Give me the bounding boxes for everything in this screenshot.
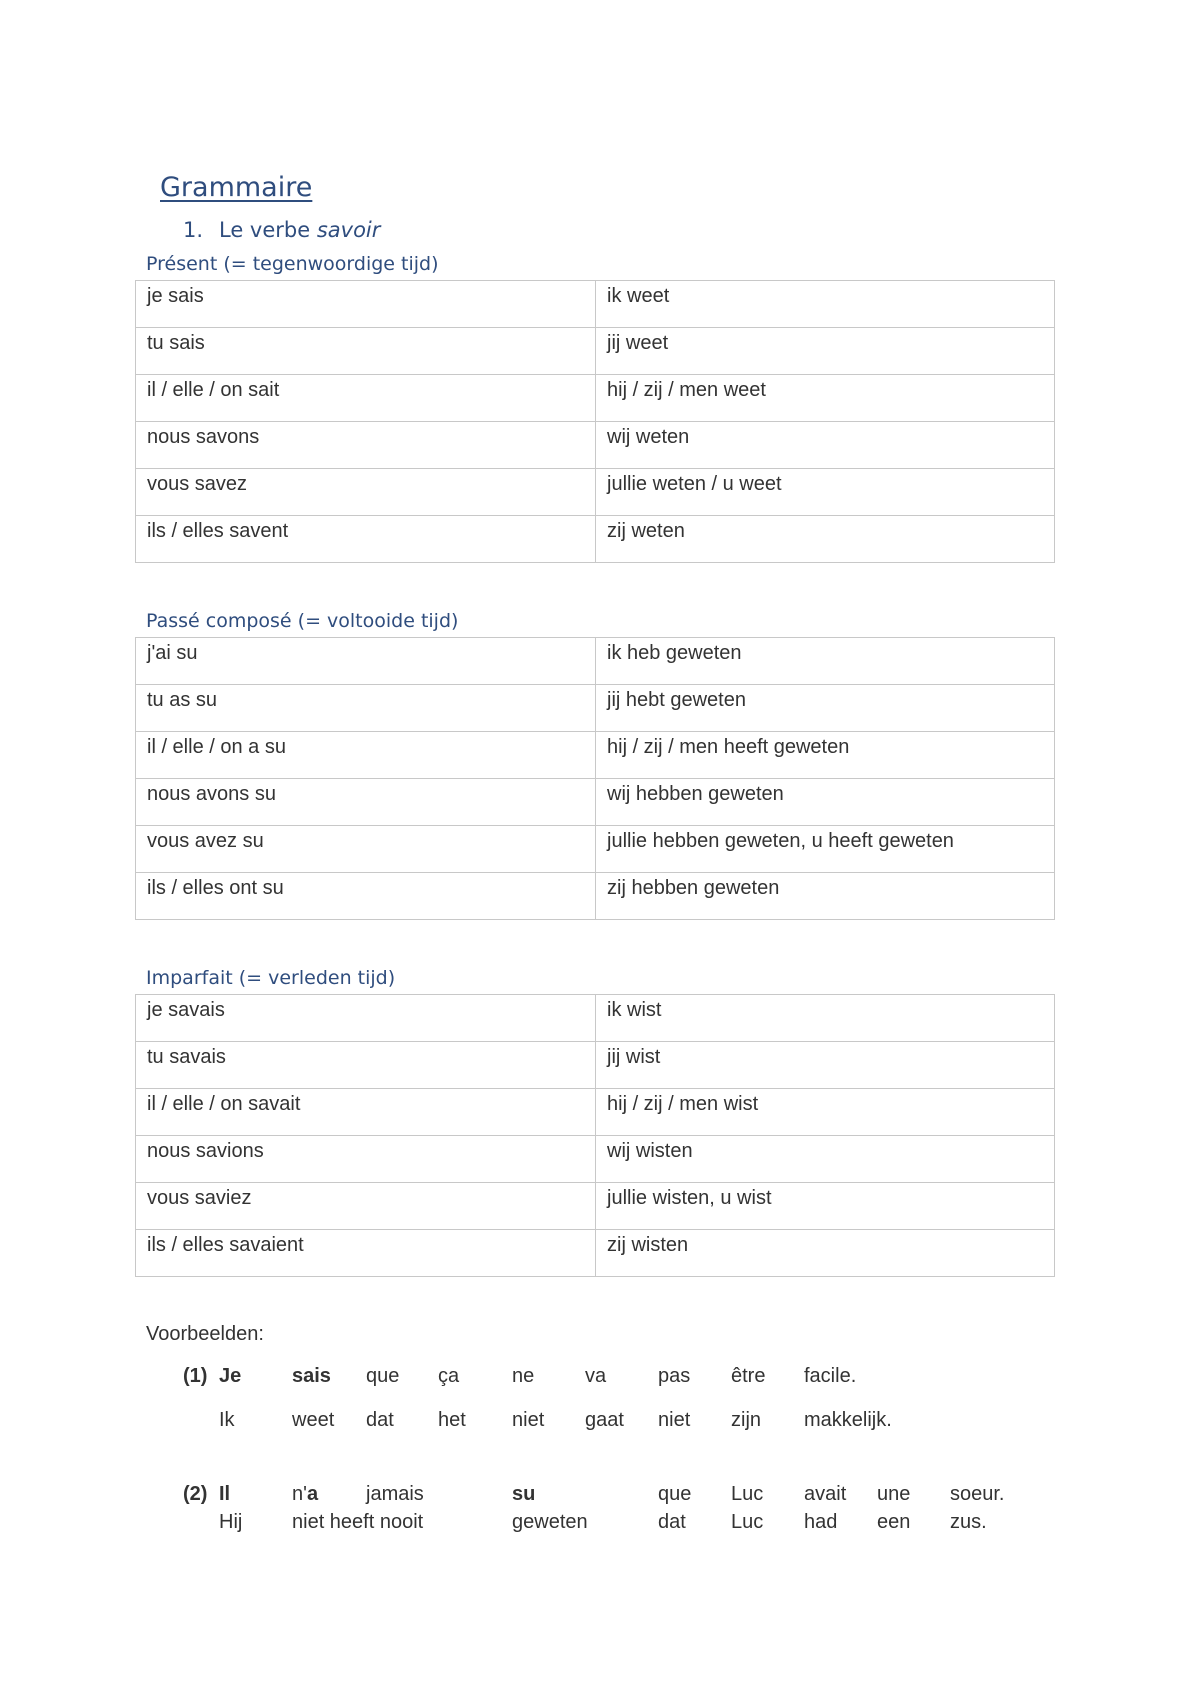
- table-row: [136, 328, 1055, 375]
- dutch-word: gaat: [585, 1409, 624, 1431]
- french-cell: tu as su: [136, 685, 596, 732]
- dutch-word: het: [438, 1409, 466, 1431]
- example-marker: (2): [183, 1483, 208, 1505]
- dutch-cell: ik weet: [596, 281, 1055, 328]
- table-row: [136, 375, 1055, 422]
- french-cell: il / elle / on savait: [136, 1089, 596, 1136]
- dutch-cell: ik heb geweten: [596, 638, 1055, 685]
- conjugation-table-passe-compose: [135, 637, 1055, 920]
- table-row: [136, 1042, 1055, 1089]
- french-cell: ils / elles savent: [136, 516, 596, 563]
- heading-verb-emphasis: savoir: [316, 218, 381, 242]
- dutch-word: niet: [512, 1409, 545, 1431]
- french-cell: j'ai su: [136, 638, 596, 685]
- dutch-cell: jij hebt geweten: [596, 685, 1055, 732]
- dutch-cell: jij weet: [596, 328, 1055, 375]
- dutch-word: zijn: [731, 1409, 762, 1431]
- table-row: [136, 1089, 1055, 1136]
- french-cell: vous savez: [136, 469, 596, 516]
- dutch-cell: wij wisten: [596, 1136, 1055, 1183]
- french-cell: je sais: [136, 281, 596, 328]
- french-cell: tu savais: [136, 1042, 596, 1089]
- table-row: [136, 1230, 1055, 1277]
- dutch-cell: hij / zij / men heeft geweten: [596, 732, 1055, 779]
- french-word-highlight: su: [512, 1483, 536, 1505]
- conjugation-table-imparfait: [135, 994, 1055, 1277]
- french-cell: ils / elles ont su: [136, 873, 596, 920]
- french-word: Luc: [731, 1483, 764, 1505]
- dutch-cell: jullie wisten, u wist: [596, 1183, 1055, 1230]
- french-word-highlight: a: [306, 1483, 319, 1505]
- dutch-word: weet: [292, 1409, 335, 1431]
- french-cell: vous saviez: [136, 1183, 596, 1230]
- dutch-word: Hij: [219, 1511, 243, 1533]
- dutch-cell: ik wist: [596, 995, 1055, 1042]
- french-word: Je: [219, 1365, 242, 1387]
- section-heading-verb: [183, 218, 380, 242]
- dutch-cell: jullie hebben geweten, u heeft geweten: [596, 826, 1055, 873]
- page-title-text: Grammaire: [160, 172, 313, 203]
- example-marker: (1): [183, 1365, 208, 1387]
- dutch-cell: hij / zij / men weet: [596, 375, 1055, 422]
- table-row: [136, 516, 1055, 563]
- dutch-cell: wij hebben geweten: [596, 779, 1055, 826]
- french-word: va: [585, 1365, 607, 1387]
- french-cell: je savais: [136, 995, 596, 1042]
- tense-label-imparfait: Imparfait (= verleden tijd): [146, 967, 396, 989]
- dutch-word: dat: [366, 1409, 394, 1431]
- dutch-word: een: [877, 1511, 911, 1533]
- table-row: [136, 779, 1055, 826]
- dutch-word: Luc: [731, 1511, 764, 1533]
- table-row: [136, 826, 1055, 873]
- table-row: [136, 873, 1055, 920]
- dutch-word: makkelijk.: [804, 1409, 892, 1431]
- french-cell: ils / elles savaient: [136, 1230, 596, 1277]
- table-row: [136, 638, 1055, 685]
- dutch-cell: wij weten: [596, 422, 1055, 469]
- dutch-cell: zij hebben geweten: [596, 873, 1055, 920]
- dutch-cell: jullie weten / u weet: [596, 469, 1055, 516]
- examples-label: Voorbeelden:: [146, 1323, 264, 1345]
- table-row: [136, 422, 1055, 469]
- dutch-cell: zij weten: [596, 516, 1055, 563]
- dutch-word: dat: [658, 1511, 686, 1533]
- french-word: soeur.: [950, 1483, 1005, 1505]
- dutch-word: zus.: [950, 1511, 987, 1533]
- table-row: [136, 469, 1055, 516]
- french-word: être: [731, 1365, 766, 1387]
- dutch-word: niet heeft nooit: [292, 1511, 424, 1533]
- french-cell: nous savions: [136, 1136, 596, 1183]
- dutch-cell: hij / zij / men wist: [596, 1089, 1055, 1136]
- tense-label-present: Présent (= tegenwoordige tijd): [146, 253, 439, 275]
- french-word-part: n': [292, 1483, 307, 1505]
- french-word: une: [877, 1483, 911, 1505]
- heading-number: 1.: [183, 218, 204, 242]
- french-cell: nous avons su: [136, 779, 596, 826]
- french-word: ça: [438, 1365, 460, 1387]
- dutch-word: niet: [658, 1409, 691, 1431]
- dutch-word: had: [804, 1511, 838, 1533]
- french-cell: nous savons: [136, 422, 596, 469]
- page-title: [146, 172, 312, 203]
- french-word: Il: [219, 1483, 231, 1505]
- dutch-cell: jij wist: [596, 1042, 1055, 1089]
- french-word: avait: [804, 1483, 847, 1505]
- dutch-word: Ik: [219, 1409, 235, 1431]
- table-row: [136, 281, 1055, 328]
- dutch-word: geweten: [512, 1511, 588, 1533]
- french-word: jamais: [366, 1483, 424, 1505]
- french-word: que: [658, 1483, 692, 1505]
- french-word-highlight: sais: [292, 1365, 331, 1387]
- table-row: [136, 1183, 1055, 1230]
- table-row: [136, 1136, 1055, 1183]
- french-word: pas: [658, 1365, 691, 1387]
- dutch-cell: zij wisten: [596, 1230, 1055, 1277]
- french-cell: vous avez su: [136, 826, 596, 873]
- french-cell: il / elle / on sait: [136, 375, 596, 422]
- french-word: facile.: [804, 1365, 857, 1387]
- heading-text: Le verbe: [219, 218, 317, 242]
- french-word: [292, 1483, 318, 1506]
- conjugation-table-present: [135, 280, 1055, 563]
- table-row: [136, 732, 1055, 779]
- tense-label-passe-compose: Passé composé (= voltooide tijd): [146, 610, 459, 632]
- table-row: [136, 995, 1055, 1042]
- french-cell: il / elle / on a su: [136, 732, 596, 779]
- french-word: ne: [512, 1365, 535, 1387]
- french-word: que: [366, 1365, 400, 1387]
- table-row: [136, 685, 1055, 732]
- french-cell: tu sais: [136, 328, 596, 375]
